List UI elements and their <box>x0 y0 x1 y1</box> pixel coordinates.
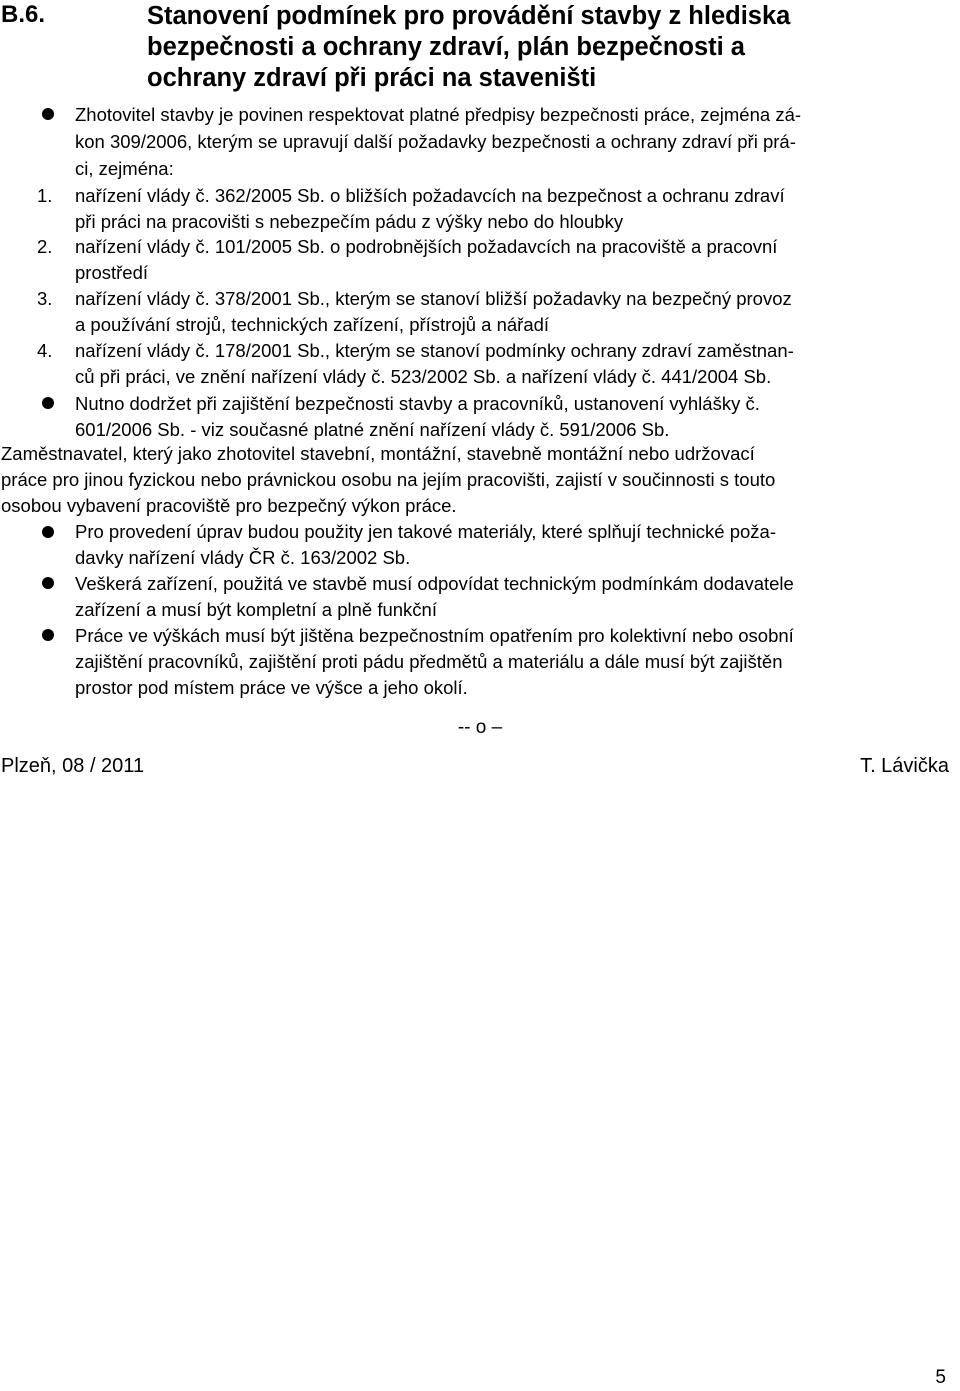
text-line: nařízení vlády č. 101/2005 Sb. o podrobnějších požadavcích na pracoviště a pracovní <box>75 236 778 257</box>
section-title-line: ochrany zdraví při práci na staveništi <box>147 64 597 92</box>
author-name: T. Lávička <box>860 755 949 777</box>
section-number: B.6. <box>1 1 46 28</box>
bullet-dot-icon <box>42 629 54 641</box>
text-line: Práce ve výškách musí být jištěna bezpečnostním opatřením pro kolektivní nebo osobní <box>75 625 794 646</box>
bullet-dot-icon <box>42 526 54 538</box>
text-line: práce pro jinou fyzickou nebo právnickou osobu na jejím pracovišti, zajistí v součinnosti s touto <box>1 469 776 490</box>
text-line: kon 309/2006, kterým se upravují další požadavky bezpečnosti a ochrany zdraví při prá- <box>75 131 796 152</box>
text-line: Zhotovitel stavby je povinen respektovat platné předpisy bezpečnosti práce, zejména zá- <box>75 104 802 125</box>
text-line: davky nařízení vlády ČR č. 163/2002 Sb. <box>75 547 411 568</box>
text-line: prostředí <box>75 262 149 283</box>
text-line: a používání strojů, technických zařízení, přístrojů a nářadí <box>75 314 550 335</box>
text-line: Pro provedení úprav budou použity jen takové materiály, které splňují technické poža- <box>75 521 776 542</box>
separator: -- o – <box>457 717 503 738</box>
text-line: zařízení a musí být kompletní a plně funkční <box>75 599 437 620</box>
text-line: Zaměstnavatel, který jako zhotovitel stavební, montážní, stavebně montážní nebo udržovací <box>1 443 755 464</box>
text-line: 601/2006 Sb. - viz současné platné znění nařízení vlády č. 591/2006 Sb. <box>75 419 670 440</box>
list-number: 2. <box>37 236 53 257</box>
text-line: při práci na pracovišti s nebezpečím pádu z výšky nebo do hloubky <box>75 211 624 232</box>
bullet-dot-icon <box>42 577 54 589</box>
section-title-line: Stanovení podmínek pro provádění stavby z hlediska <box>147 2 791 30</box>
place-date: Plzeň, 08 / 2011 <box>1 755 145 777</box>
bullet-dot-icon <box>42 397 54 409</box>
text-line: osobou vybavení pracoviště pro bezpečný výkon práce. <box>1 495 457 516</box>
text-line: ci, zejména: <box>75 158 174 179</box>
text-line: nařízení vlády č. 378/2001 Sb., kterým se stanoví bližší požadavky na bezpečný provoz <box>75 288 792 309</box>
section-title-line: bezpečnosti a ochrany zdraví, plán bezpečnosti a <box>147 33 745 61</box>
text-line: nařízení vlády č. 362/2005 Sb. o bližších požadavcích na bezpečnost a ochranu zdraví <box>75 185 785 206</box>
text-line: nařízení vlády č. 178/2001 Sb., kterým se stanoví podmínky ochrany zdraví zaměstnan- <box>75 340 794 361</box>
text-line: ců při práci, ve znění nařízení vlády č. 523/2002 Sb. a nařízení vlády č. 441/2004 Sb. <box>75 366 772 387</box>
section-title <box>147 1 937 94</box>
text-line: Nutno dodržet při zajištění bezpečnosti stavby a pracovníků, ustanovení vyhlášky č. <box>75 393 760 414</box>
text-line: prostor pod místem práce ve výšce a jeho okolí. <box>75 677 468 698</box>
list-number: 3. <box>37 288 53 309</box>
page-number: 5 <box>935 1367 946 1388</box>
list-number: 4. <box>37 340 53 361</box>
text-line: zajištění pracovníků, zajištění proti pádu předmětů a materiálu a dále musí být zajištěn <box>75 651 783 672</box>
bullet-dot-icon <box>42 108 54 120</box>
text-line: Veškerá zařízení, použitá ve stavbě musí odpovídat technickým podmínkám dodavatele <box>75 573 794 594</box>
list-number: 1. <box>37 185 53 206</box>
